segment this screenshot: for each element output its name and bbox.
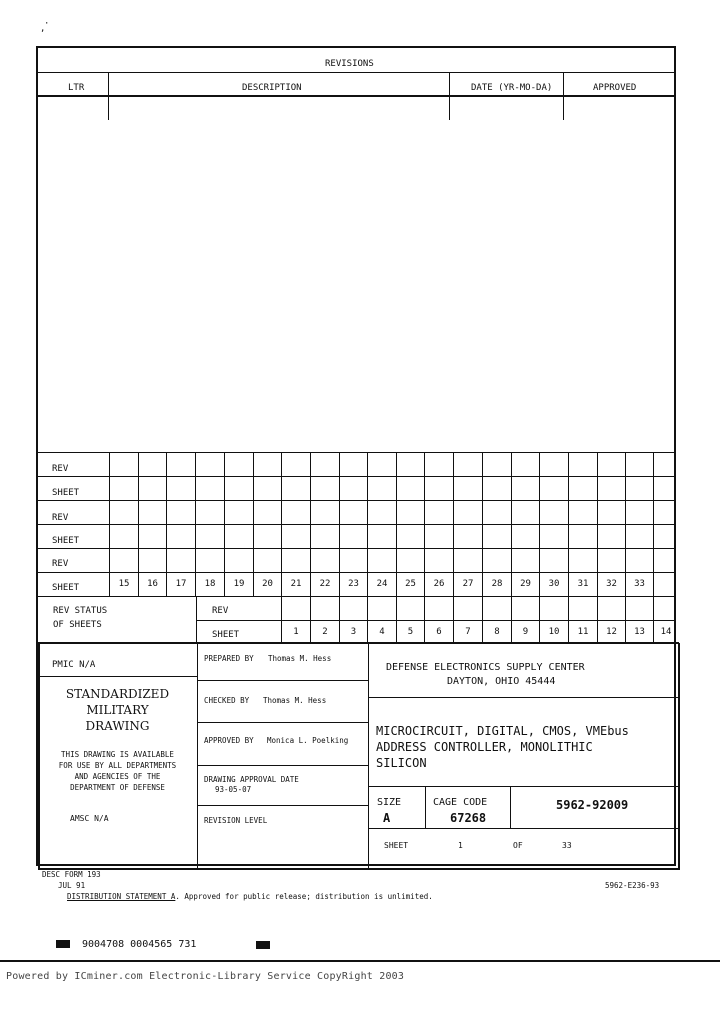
sheet-number: 4 bbox=[379, 627, 385, 637]
divider bbox=[368, 786, 679, 787]
divider bbox=[197, 765, 368, 766]
status-rev-label: REV bbox=[212, 606, 229, 616]
divider bbox=[368, 643, 369, 869]
sheet-number: 22 bbox=[319, 579, 331, 589]
header-ltr: LTR bbox=[68, 83, 85, 93]
approved-by-label: APPROVED BY bbox=[204, 736, 254, 745]
pmic-label: PMIC N/A bbox=[52, 660, 96, 670]
agency-name: DEFENSE ELECTRONICS SUPPLY CENTER bbox=[386, 662, 585, 673]
divider bbox=[539, 452, 540, 596]
divider bbox=[196, 620, 675, 621]
checked-by-label: CHECKED BY bbox=[204, 696, 250, 705]
rev-status-label: OF SHEETS bbox=[53, 620, 102, 630]
form-reference: 5962-E236-93 bbox=[605, 881, 660, 890]
availability-note: DEPARTMENT OF DEFENSE bbox=[70, 783, 165, 792]
sheet-label: SHEET bbox=[384, 841, 409, 850]
divider bbox=[368, 828, 679, 829]
divider bbox=[37, 548, 675, 549]
distribution-label: DISTRIBUTION STATEMENT A bbox=[67, 892, 176, 901]
divider bbox=[310, 452, 311, 596]
row-label-sheet: SHEET bbox=[52, 488, 80, 498]
drawing-title: SILICON bbox=[376, 756, 427, 770]
divider bbox=[568, 452, 569, 596]
divider bbox=[453, 452, 454, 596]
sheet-number: 8 bbox=[494, 627, 500, 637]
smd-title: DRAWING bbox=[85, 719, 150, 733]
divider bbox=[253, 452, 254, 596]
prepared-by-label: PREPARED BY bbox=[204, 654, 254, 663]
drawing-number: 5962-92009 bbox=[556, 798, 629, 812]
of-label: OF bbox=[513, 841, 523, 850]
divider bbox=[37, 500, 675, 501]
sheet-number: 19 bbox=[233, 579, 245, 589]
size-value: A bbox=[383, 811, 391, 825]
approval-date-label: DRAWING APPROVAL DATE bbox=[204, 775, 299, 784]
divider bbox=[425, 786, 426, 828]
divider bbox=[197, 722, 368, 723]
sheet-number: 29 bbox=[520, 579, 531, 589]
sheet-number: 10 bbox=[548, 627, 560, 637]
sheet-number: 28 bbox=[491, 579, 503, 589]
sheet-number: 6 bbox=[436, 627, 442, 637]
divider bbox=[0, 960, 720, 962]
divider bbox=[196, 596, 197, 642]
sheet-number: 18 bbox=[204, 579, 216, 589]
size-label: SIZE bbox=[377, 797, 402, 808]
sheet-number: 13 bbox=[634, 627, 645, 637]
revision-level-label: REVISION LEVEL bbox=[204, 816, 268, 825]
sheet-number: 11 bbox=[577, 627, 589, 637]
header-approved: APPROVED bbox=[593, 83, 637, 93]
cage-code-value: 67268 bbox=[450, 811, 487, 825]
header-date: DATE (YR-MO-DA) bbox=[471, 83, 553, 93]
divider bbox=[37, 524, 675, 525]
divider bbox=[109, 452, 110, 596]
drawing-title: ADDRESS CONTROLLER, MONOLITHIC bbox=[376, 740, 593, 754]
prepared-by-name: Thomas M. Hess bbox=[268, 654, 332, 663]
sheet-number: 9 bbox=[522, 627, 529, 637]
divider bbox=[339, 452, 340, 596]
divider bbox=[625, 452, 626, 596]
sheet-number: 15 bbox=[118, 579, 130, 589]
sheet-number: 30 bbox=[548, 579, 560, 589]
status-sheet-label: SHEET bbox=[212, 630, 240, 640]
powered-by-credit: Powered by ICminer.com Electronic-Library Service CopyRight 2003 bbox=[6, 971, 405, 982]
cage-code-label: CAGE CODE bbox=[433, 797, 488, 808]
form-date: JUL 91 bbox=[58, 881, 86, 890]
divider bbox=[653, 452, 654, 596]
checked-by-name: Thomas M. Hess bbox=[263, 696, 327, 705]
divider bbox=[449, 72, 450, 120]
divider bbox=[37, 476, 675, 477]
distribution-statement bbox=[67, 893, 433, 901]
sheet-number: 31 bbox=[577, 579, 589, 589]
row-label-rev: REV bbox=[52, 513, 69, 523]
divider bbox=[424, 452, 425, 596]
divider bbox=[368, 697, 679, 698]
sheet-number: 17 bbox=[175, 579, 187, 589]
divider bbox=[37, 596, 675, 597]
divider bbox=[563, 72, 564, 120]
sheet-number: 33 bbox=[634, 579, 645, 589]
availability-note: AND AGENCIES OF THE bbox=[74, 772, 161, 781]
distribution-text: . Approved for public release; distribution is unlimited. bbox=[175, 892, 433, 901]
agency-address: DAYTON, OHIO 45444 bbox=[447, 676, 556, 687]
divider bbox=[510, 786, 511, 828]
sheet-number: 21 bbox=[290, 579, 302, 589]
row-label-rev: REV bbox=[52, 559, 69, 569]
divider bbox=[396, 452, 397, 596]
divider bbox=[197, 643, 198, 869]
revisions-title: REVISIONS bbox=[325, 59, 374, 69]
approval-date: 93-05-07 bbox=[215, 785, 252, 794]
barcode-block-left bbox=[56, 940, 70, 948]
sheet-number: 32 bbox=[606, 579, 617, 589]
smd-title: STANDARDIZED bbox=[65, 687, 170, 701]
sheet-number: 20 bbox=[262, 579, 273, 589]
sheet-number: 7 bbox=[465, 627, 471, 637]
divider bbox=[108, 72, 109, 120]
sheet-number: 26 bbox=[433, 579, 445, 589]
sheet-number: 24 bbox=[376, 579, 388, 589]
barcode-block-right bbox=[256, 941, 270, 949]
sheet-number: 1 bbox=[293, 627, 299, 637]
divider bbox=[281, 452, 282, 596]
divider bbox=[367, 452, 368, 596]
smd-title: MILITARY bbox=[86, 703, 149, 717]
approved-by-name: Monica L. Poelking bbox=[267, 736, 349, 745]
availability-note: THIS DRAWING IS AVAILABLE bbox=[61, 750, 174, 759]
availability-note: FOR USE BY ALL DEPARTMENTS bbox=[58, 761, 177, 770]
sheet-number: 3 bbox=[350, 627, 357, 637]
header-description: DESCRIPTION bbox=[242, 83, 302, 93]
sheet-number: 5 bbox=[407, 627, 414, 637]
row-label-sheet: SHEET bbox=[52, 536, 80, 546]
of-value: 33 bbox=[562, 841, 572, 850]
sheet-value: 1 bbox=[458, 841, 463, 850]
divider bbox=[38, 676, 197, 677]
divider bbox=[224, 452, 225, 596]
divider bbox=[37, 95, 675, 97]
sheet-number: 14 bbox=[660, 627, 672, 637]
sheet-number: 27 bbox=[462, 579, 474, 589]
scan-mark: , bbox=[40, 24, 46, 34]
divider bbox=[597, 452, 598, 596]
divider bbox=[482, 452, 483, 596]
amsc-label: AMSC N/A bbox=[70, 814, 109, 823]
sheet-number: 2 bbox=[322, 627, 328, 637]
row-label-rev: REV bbox=[52, 464, 69, 474]
divider bbox=[166, 452, 167, 596]
sheet-number: 23 bbox=[348, 579, 359, 589]
rev-status-label: REV STATUS bbox=[53, 606, 108, 616]
sheet-number: 12 bbox=[606, 627, 617, 637]
divider bbox=[37, 72, 675, 73]
divider bbox=[37, 572, 675, 573]
row-label-sheet: SHEET bbox=[52, 583, 80, 593]
divider bbox=[37, 452, 675, 453]
divider bbox=[197, 680, 368, 681]
drawing-title: MICROCIRCUIT, DIGITAL, CMOS, VMEbus bbox=[376, 724, 629, 738]
divider bbox=[195, 452, 196, 596]
sheet-number: 25 bbox=[405, 579, 416, 589]
scan-mark: · bbox=[44, 19, 50, 29]
sheet-number: 16 bbox=[147, 579, 158, 589]
form-number: DESC FORM 193 bbox=[42, 870, 101, 879]
divider bbox=[197, 805, 368, 806]
barcode-text: 9004708 0004565 731 bbox=[82, 939, 197, 950]
divider bbox=[138, 452, 139, 596]
divider bbox=[511, 452, 512, 596]
